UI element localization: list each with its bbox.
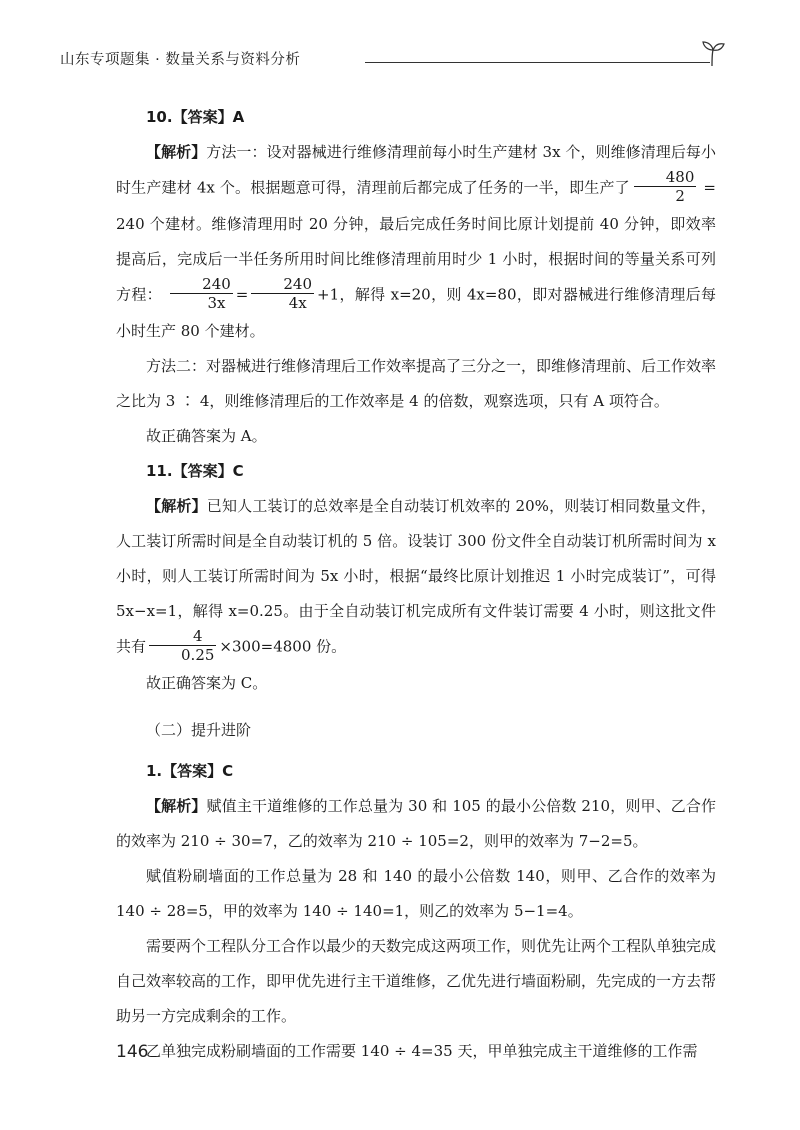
q11-analysis-text-a: 已知人工装订的总效率是全自动装订机效率的 20%，则装订相同数量文件，人工装订所需时间是全自动装订机的 5 倍。设装订 300 份文件全自动装订机所需时间为 x 小时，则人工装订所需时间为 5x 小时，根据“最终比原计划推迟 1 小时完成装订”，可得 5x−x=1，解得 x=0.25。由于全自动装订机完成所有文件装订需要 4 小时，则这批文件共有 xyxy=(116,497,716,656)
q1-analysis-p4: 乙单独完成粉刷墙面的工作需要 140 ÷ 4=35 天，甲单独完成主干道维修的工作需 xyxy=(146,1042,698,1060)
q10-method2: 方法二：对器械进行维修清理后工作效率提高了三分之一，即维修清理前、后工作效率之比为 3 ∶ 4，则维修清理后的工作效率是 4 的倍数，观察选项，只有 A 项符合。 xyxy=(116,357,717,410)
q1-answer: 1.【答案】C xyxy=(146,762,234,780)
q1-analysis-p3: 需要两个工程队分工合作以最少的天数完成这两项工作，则优先让两个工程队单独完成自己效率较高的工作，即甲优先进行主干道维修，乙优先进行墙面粉刷，先完成的一方去帮助另一方完成剩余的工作。 xyxy=(116,937,717,1025)
q1-analysis-p1 xyxy=(116,789,716,859)
fraction-480-over-2 xyxy=(634,168,697,205)
q10-answer: 10.【答案】A xyxy=(146,108,245,126)
fraction-240-over-4x xyxy=(251,275,314,312)
q11-analysis xyxy=(116,489,716,666)
section-title: （二）提升进阶 xyxy=(146,721,252,739)
page-header xyxy=(60,38,740,78)
q10-conclusion: 故正确答案为 A。 xyxy=(146,427,267,445)
q1-analysis-p2: 赋值粉刷墙面的工作总量为 28 和 140 的最小公倍数 140，则甲、乙合作的效率为 140 ÷ 28=5，甲的效率为 140 ÷ 140=1，则乙的效率为 5−1=4。 xyxy=(116,867,716,920)
fraction-numerator: 240 xyxy=(251,275,314,294)
q10-method1-text-c: +1，解得 x=20，则 4x=80，即对器械进行维修清理后每小时生产 80 个建材。 xyxy=(116,285,716,340)
q1-jiexi-label: 【解析】 xyxy=(146,797,207,815)
fraction-4-over-0.25 xyxy=(149,627,216,664)
page-number: 146 xyxy=(116,1042,149,1062)
fraction-denominator: 3x xyxy=(207,294,226,312)
q10-method1 xyxy=(116,135,716,349)
fraction-240-over-3x xyxy=(170,275,233,312)
equals-sign: = xyxy=(235,285,249,304)
header-title: 山东专项题集 · 数量关系与资料分析 xyxy=(60,52,301,68)
q1-analysis-p1-text: 赋值主干道维修的工作总量为 30 和 105 的最小公倍数 210，则甲、乙合作的效率为 210 ÷ 30=7，乙的效率为 210 ÷ 105=2，则甲的效率为 7−2=5。 xyxy=(116,797,716,850)
fraction-denominator: 4x xyxy=(288,294,307,312)
header-rule xyxy=(365,62,710,63)
sprout-icon xyxy=(700,38,726,68)
q11-analysis-text-b: ×300=4800 份。 xyxy=(219,637,347,656)
q11-conclusion: 故正确答案为 C。 xyxy=(146,674,268,692)
fraction-numerator: 4 xyxy=(149,627,216,646)
fraction-denominator: 2 xyxy=(675,187,685,205)
q10-method1-text-a: 方法一：设对器械进行维修清理前每小时生产建材 3x 个，则维修清理后每小时生产建材 4x 个。根据题意可得，清理前后都完成了任务的一半，即生产了 xyxy=(116,143,716,197)
fraction-numerator: 480 xyxy=(634,168,697,187)
q10-method1-text-b: = 240 个建材。维修清理用时 20 分钟，最后完成任务时间比原计划提前 40 分钟，即效率提高后，完成后一半任务所用时间比维修清理前用时少 1 小时，根据时间的等量关系可列方程： xyxy=(116,178,716,304)
fraction-numerator: 240 xyxy=(170,275,233,294)
q11-jiexi-label: 【解析】 xyxy=(146,497,207,515)
page-body xyxy=(116,100,716,1069)
q10-jiexi-label: 【解析】 xyxy=(146,143,207,161)
fraction-denominator: 0.25 xyxy=(181,646,215,664)
q11-answer: 11.【答案】C xyxy=(146,462,244,480)
